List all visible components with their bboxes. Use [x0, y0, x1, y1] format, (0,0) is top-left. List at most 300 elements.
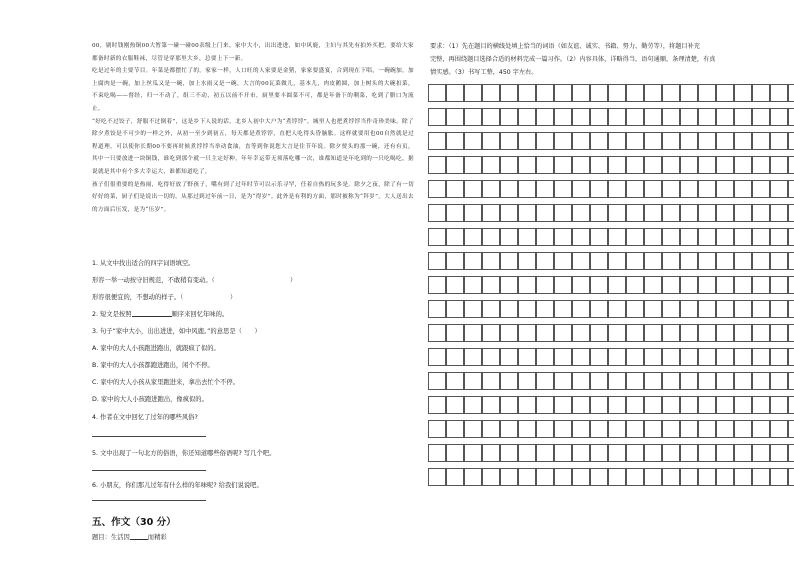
grid-cell[interactable]	[554, 324, 572, 342]
grid-cell[interactable]	[482, 420, 500, 438]
grid-cell[interactable]	[788, 324, 794, 342]
answer-line-6[interactable]	[92, 500, 206, 501]
grid-cell[interactable]	[590, 228, 608, 246]
grid-cell[interactable]	[536, 444, 554, 462]
grid-cell[interactable]	[680, 348, 698, 366]
grid-cell[interactable]	[752, 276, 770, 294]
grid-cell[interactable]	[788, 276, 794, 294]
grid-cell[interactable]	[446, 180, 464, 198]
grid-cell[interactable]	[752, 252, 770, 270]
grid-cell[interactable]	[626, 348, 644, 366]
grid-cell[interactable]	[698, 204, 716, 222]
grid-cell[interactable]	[716, 444, 734, 462]
grid-cell[interactable]	[536, 372, 554, 390]
grid-cell[interactable]	[788, 108, 794, 126]
grid-cell[interactable]	[770, 132, 788, 150]
grid-cell[interactable]	[608, 372, 626, 390]
grid-cell[interactable]	[752, 444, 770, 462]
grid-cell[interactable]	[716, 324, 734, 342]
grid-cell[interactable]	[446, 84, 464, 102]
grid-cell[interactable]	[698, 396, 716, 414]
grid-cell[interactable]	[428, 420, 446, 438]
grid-cell[interactable]	[572, 84, 590, 102]
grid-cell[interactable]	[608, 276, 626, 294]
grid-cell[interactable]	[788, 348, 794, 366]
grid-cell[interactable]	[428, 132, 446, 150]
grid-cell[interactable]	[770, 420, 788, 438]
grid-cell[interactable]	[680, 228, 698, 246]
answer-blank-order[interactable]	[132, 316, 172, 317]
grid-cell[interactable]	[518, 396, 536, 414]
grid-cell[interactable]	[734, 156, 752, 174]
grid-cell[interactable]	[770, 324, 788, 342]
grid-cell[interactable]	[770, 396, 788, 414]
grid-cell[interactable]	[662, 276, 680, 294]
grid-cell[interactable]	[482, 468, 500, 486]
grid-cell[interactable]	[446, 348, 464, 366]
grid-cell[interactable]	[464, 324, 482, 342]
grid-cell[interactable]	[626, 372, 644, 390]
grid-cell[interactable]	[698, 108, 716, 126]
grid-cell[interactable]	[500, 324, 518, 342]
grid-cell[interactable]	[536, 228, 554, 246]
grid-cell[interactable]	[608, 180, 626, 198]
grid-cell[interactable]	[662, 324, 680, 342]
grid-cell[interactable]	[536, 132, 554, 150]
grid-cell[interactable]	[788, 204, 794, 222]
grid-cell[interactable]	[626, 252, 644, 270]
grid-cell[interactable]	[554, 84, 572, 102]
grid-cell[interactable]	[752, 84, 770, 102]
grid-cell[interactable]	[662, 180, 680, 198]
grid-cell[interactable]	[752, 180, 770, 198]
grid-cell[interactable]	[716, 396, 734, 414]
grid-cell[interactable]	[698, 468, 716, 486]
grid-cell[interactable]	[752, 132, 770, 150]
writing-grid[interactable]	[428, 84, 794, 502]
grid-cell[interactable]	[680, 252, 698, 270]
grid-cell[interactable]	[788, 300, 794, 318]
grid-cell[interactable]	[788, 228, 794, 246]
grid-cell[interactable]	[464, 372, 482, 390]
grid-cell[interactable]	[644, 420, 662, 438]
grid-cell[interactable]	[608, 348, 626, 366]
grid-cell[interactable]	[572, 228, 590, 246]
grid-cell[interactable]	[500, 252, 518, 270]
grid-cell[interactable]	[608, 156, 626, 174]
grid-cell[interactable]	[626, 396, 644, 414]
grid-cell[interactable]	[428, 372, 446, 390]
grid-cell[interactable]	[500, 420, 518, 438]
grid-cell[interactable]	[482, 324, 500, 342]
grid-cell[interactable]	[500, 228, 518, 246]
grid-cell[interactable]	[590, 468, 608, 486]
grid-cell[interactable]	[698, 228, 716, 246]
grid-cell[interactable]	[788, 84, 794, 102]
grid-cell[interactable]	[626, 204, 644, 222]
grid-cell[interactable]	[500, 180, 518, 198]
grid-cell[interactable]	[500, 348, 518, 366]
grid-cell[interactable]	[554, 468, 572, 486]
grid-cell[interactable]	[482, 252, 500, 270]
grid-cell[interactable]	[572, 300, 590, 318]
grid-cell[interactable]	[482, 132, 500, 150]
grid-cell[interactable]	[698, 84, 716, 102]
grid-cell[interactable]	[554, 156, 572, 174]
grid-cell[interactable]	[482, 228, 500, 246]
grid-cell[interactable]	[554, 300, 572, 318]
grid-cell[interactable]	[500, 444, 518, 462]
grid-cell[interactable]	[644, 300, 662, 318]
grid-cell[interactable]	[644, 324, 662, 342]
grid-cell[interactable]	[770, 204, 788, 222]
grid-cell[interactable]	[464, 276, 482, 294]
grid-cell[interactable]	[734, 300, 752, 318]
grid-cell[interactable]	[446, 204, 464, 222]
grid-cell[interactable]	[644, 468, 662, 486]
grid-cell[interactable]	[770, 156, 788, 174]
grid-cell[interactable]	[716, 84, 734, 102]
grid-cell[interactable]	[716, 132, 734, 150]
grid-cell[interactable]	[554, 348, 572, 366]
grid-cell[interactable]	[518, 372, 536, 390]
grid-cell[interactable]	[698, 180, 716, 198]
grid-cell[interactable]	[752, 420, 770, 438]
grid-cell[interactable]	[680, 324, 698, 342]
grid-cell[interactable]	[446, 108, 464, 126]
grid-cell[interactable]	[644, 444, 662, 462]
grid-cell[interactable]	[608, 228, 626, 246]
grid-cell[interactable]	[608, 300, 626, 318]
grid-cell[interactable]	[608, 324, 626, 342]
grid-cell[interactable]	[752, 396, 770, 414]
grid-cell[interactable]	[590, 396, 608, 414]
grid-cell[interactable]	[446, 468, 464, 486]
grid-cell[interactable]	[536, 156, 554, 174]
grid-cell[interactable]	[788, 252, 794, 270]
grid-cell[interactable]	[536, 396, 554, 414]
grid-cell[interactable]	[788, 372, 794, 390]
grid-cell[interactable]	[608, 132, 626, 150]
grid-cell[interactable]	[788, 444, 794, 462]
grid-cell[interactable]	[500, 300, 518, 318]
grid-cell[interactable]	[572, 396, 590, 414]
grid-cell[interactable]	[572, 108, 590, 126]
grid-cell[interactable]	[680, 108, 698, 126]
grid-cell[interactable]	[554, 276, 572, 294]
grid-cell[interactable]	[788, 468, 794, 486]
grid-cell[interactable]	[446, 132, 464, 150]
grid-cell[interactable]	[572, 324, 590, 342]
answer-line-5[interactable]	[92, 470, 206, 471]
grid-cell[interactable]	[464, 228, 482, 246]
grid-cell[interactable]	[464, 132, 482, 150]
grid-cell[interactable]	[698, 420, 716, 438]
grid-cell[interactable]	[626, 156, 644, 174]
grid-cell[interactable]	[680, 180, 698, 198]
option-d[interactable]: D. 家中的大人小孩跑进跑出，像疯似的。	[92, 396, 208, 403]
grid-cell[interactable]	[644, 204, 662, 222]
grid-cell[interactable]	[554, 132, 572, 150]
grid-cell[interactable]	[590, 156, 608, 174]
option-a[interactable]: A. 家中的大人小孩跑进跑出，就跟疯了似的。	[92, 345, 220, 352]
grid-cell[interactable]	[428, 156, 446, 174]
grid-cell[interactable]	[626, 444, 644, 462]
grid-cell[interactable]	[698, 372, 716, 390]
grid-cell[interactable]	[626, 228, 644, 246]
grid-cell[interactable]	[428, 180, 446, 198]
grid-cell[interactable]	[554, 180, 572, 198]
grid-cell[interactable]	[662, 252, 680, 270]
grid-cell[interactable]	[500, 372, 518, 390]
grid-cell[interactable]	[518, 444, 536, 462]
grid-cell[interactable]	[428, 84, 446, 102]
grid-cell[interactable]	[770, 84, 788, 102]
grid-cell[interactable]	[590, 372, 608, 390]
grid-cell[interactable]	[590, 444, 608, 462]
grid-cell[interactable]	[500, 276, 518, 294]
grid-cell[interactable]	[536, 108, 554, 126]
grid-cell[interactable]	[536, 276, 554, 294]
grid-cell[interactable]	[644, 348, 662, 366]
grid-cell[interactable]	[518, 468, 536, 486]
grid-cell[interactable]	[662, 204, 680, 222]
grid-cell[interactable]	[428, 348, 446, 366]
grid-cell[interactable]	[734, 276, 752, 294]
grid-cell[interactable]	[446, 444, 464, 462]
grid-cell[interactable]	[464, 348, 482, 366]
grid-cell[interactable]	[752, 300, 770, 318]
grid-cell[interactable]	[698, 348, 716, 366]
grid-cell[interactable]	[608, 420, 626, 438]
grid-cell[interactable]	[644, 156, 662, 174]
grid-cell[interactable]	[734, 180, 752, 198]
grid-cell[interactable]	[680, 204, 698, 222]
grid-cell[interactable]	[536, 348, 554, 366]
grid-cell[interactable]	[716, 204, 734, 222]
answer-line-4[interactable]	[92, 436, 206, 437]
grid-cell[interactable]	[752, 324, 770, 342]
grid-cell[interactable]	[590, 204, 608, 222]
grid-cell[interactable]	[464, 156, 482, 174]
grid-cell[interactable]	[572, 156, 590, 174]
grid-cell[interactable]	[446, 420, 464, 438]
grid-cell[interactable]	[626, 468, 644, 486]
grid-cell[interactable]	[518, 156, 536, 174]
grid-cell[interactable]	[482, 156, 500, 174]
grid-cell[interactable]	[626, 276, 644, 294]
grid-cell[interactable]	[734, 396, 752, 414]
grid-cell[interactable]	[500, 396, 518, 414]
grid-cell[interactable]	[572, 132, 590, 150]
grid-cell[interactable]	[644, 372, 662, 390]
grid-cell[interactable]	[572, 204, 590, 222]
grid-cell[interactable]	[428, 204, 446, 222]
grid-cell[interactable]	[500, 132, 518, 150]
grid-cell[interactable]	[716, 252, 734, 270]
grid-cell[interactable]	[482, 276, 500, 294]
grid-cell[interactable]	[716, 348, 734, 366]
grid-cell[interactable]	[500, 84, 518, 102]
grid-cell[interactable]	[788, 420, 794, 438]
grid-cell[interactable]	[788, 156, 794, 174]
grid-cell[interactable]	[500, 204, 518, 222]
grid-cell[interactable]	[428, 396, 446, 414]
grid-cell[interactable]	[500, 468, 518, 486]
grid-cell[interactable]	[536, 300, 554, 318]
grid-cell[interactable]	[716, 156, 734, 174]
grid-cell[interactable]	[590, 84, 608, 102]
grid-cell[interactable]	[554, 444, 572, 462]
grid-cell[interactable]	[734, 372, 752, 390]
grid-cell[interactable]	[446, 252, 464, 270]
grid-cell[interactable]	[464, 396, 482, 414]
grid-cell[interactable]	[500, 156, 518, 174]
grid-cell[interactable]	[716, 276, 734, 294]
grid-cell[interactable]	[536, 204, 554, 222]
grid-cell[interactable]	[608, 468, 626, 486]
grid-cell[interactable]	[518, 108, 536, 126]
grid-cell[interactable]	[464, 108, 482, 126]
grid-cell[interactable]	[464, 420, 482, 438]
grid-cell[interactable]	[428, 300, 446, 318]
grid-cell[interactable]	[626, 180, 644, 198]
grid-cell[interactable]	[464, 252, 482, 270]
grid-cell[interactable]	[680, 300, 698, 318]
grid-cell[interactable]	[716, 108, 734, 126]
grid-cell[interactable]	[752, 228, 770, 246]
grid-cell[interactable]	[446, 300, 464, 318]
grid-cell[interactable]	[716, 372, 734, 390]
grid-cell[interactable]	[662, 444, 680, 462]
grid-cell[interactable]	[680, 84, 698, 102]
grid-cell[interactable]	[590, 108, 608, 126]
grid-cell[interactable]	[518, 84, 536, 102]
grid-cell[interactable]	[626, 108, 644, 126]
grid-cell[interactable]	[626, 420, 644, 438]
grid-cell[interactable]	[734, 348, 752, 366]
grid-cell[interactable]	[464, 444, 482, 462]
grid-cell[interactable]	[518, 420, 536, 438]
grid-cell[interactable]	[518, 276, 536, 294]
grid-cell[interactable]	[590, 300, 608, 318]
grid-cell[interactable]	[482, 372, 500, 390]
grid-cell[interactable]	[446, 228, 464, 246]
grid-cell[interactable]	[428, 228, 446, 246]
grid-cell[interactable]	[662, 348, 680, 366]
grid-cell[interactable]	[644, 396, 662, 414]
grid-cell[interactable]	[734, 444, 752, 462]
grid-cell[interactable]	[536, 180, 554, 198]
grid-cell[interactable]	[554, 372, 572, 390]
grid-cell[interactable]	[464, 300, 482, 318]
grid-cell[interactable]	[590, 324, 608, 342]
grid-cell[interactable]	[572, 348, 590, 366]
grid-cell[interactable]	[536, 324, 554, 342]
grid-cell[interactable]	[770, 372, 788, 390]
grid-cell[interactable]	[770, 108, 788, 126]
grid-cell[interactable]	[680, 396, 698, 414]
grid-cell[interactable]	[734, 132, 752, 150]
grid-cell[interactable]	[590, 252, 608, 270]
grid-cell[interactable]	[662, 468, 680, 486]
grid-cell[interactable]	[698, 132, 716, 150]
grid-cell[interactable]	[734, 204, 752, 222]
grid-cell[interactable]	[734, 468, 752, 486]
grid-cell[interactable]	[518, 204, 536, 222]
option-c[interactable]: C. 家中的大人小孩从家里跑进来，拿出去忙个不停。	[92, 379, 239, 386]
grid-cell[interactable]	[608, 204, 626, 222]
grid-cell[interactable]	[680, 468, 698, 486]
grid-cell[interactable]	[734, 108, 752, 126]
grid-cell[interactable]	[644, 180, 662, 198]
grid-cell[interactable]	[554, 252, 572, 270]
grid-cell[interactable]	[428, 276, 446, 294]
grid-cell[interactable]	[752, 468, 770, 486]
grid-cell[interactable]	[518, 348, 536, 366]
grid-cell[interactable]	[464, 180, 482, 198]
grid-cell[interactable]	[482, 396, 500, 414]
grid-cell[interactable]	[770, 444, 788, 462]
grid-cell[interactable]	[770, 228, 788, 246]
grid-cell[interactable]	[446, 156, 464, 174]
grid-cell[interactable]	[428, 324, 446, 342]
grid-cell[interactable]	[644, 132, 662, 150]
grid-cell[interactable]	[662, 156, 680, 174]
grid-cell[interactable]	[716, 300, 734, 318]
grid-cell[interactable]	[446, 276, 464, 294]
grid-cell[interactable]	[554, 204, 572, 222]
grid-cell[interactable]	[662, 108, 680, 126]
grid-cell[interactable]	[608, 108, 626, 126]
grid-cell[interactable]	[482, 444, 500, 462]
grid-cell[interactable]	[518, 228, 536, 246]
option-b[interactable]: B. 家中的大人小孩都跑进跑出，闲个不停。	[92, 362, 214, 369]
grid-cell[interactable]	[770, 252, 788, 270]
grid-cell[interactable]	[644, 276, 662, 294]
grid-cell[interactable]	[482, 300, 500, 318]
grid-cell[interactable]	[716, 180, 734, 198]
grid-cell[interactable]	[662, 420, 680, 438]
grid-cell[interactable]	[590, 276, 608, 294]
grid-cell[interactable]	[716, 468, 734, 486]
grid-cell[interactable]	[446, 372, 464, 390]
grid-cell[interactable]	[770, 468, 788, 486]
grid-cell[interactable]	[536, 468, 554, 486]
grid-cell[interactable]	[518, 252, 536, 270]
grid-cell[interactable]	[752, 204, 770, 222]
grid-cell[interactable]	[572, 444, 590, 462]
grid-cell[interactable]	[482, 108, 500, 126]
grid-cell[interactable]	[644, 228, 662, 246]
grid-cell[interactable]	[428, 252, 446, 270]
grid-cell[interactable]	[734, 84, 752, 102]
grid-cell[interactable]	[698, 324, 716, 342]
grid-cell[interactable]	[464, 84, 482, 102]
grid-cell[interactable]	[518, 180, 536, 198]
grid-cell[interactable]	[608, 252, 626, 270]
grid-cell[interactable]	[446, 324, 464, 342]
grid-cell[interactable]	[680, 420, 698, 438]
grid-cell[interactable]	[428, 444, 446, 462]
grid-cell[interactable]	[662, 132, 680, 150]
grid-cell[interactable]	[662, 228, 680, 246]
grid-cell[interactable]	[662, 396, 680, 414]
grid-cell[interactable]	[734, 324, 752, 342]
grid-cell[interactable]	[698, 252, 716, 270]
grid-cell[interactable]	[698, 300, 716, 318]
grid-cell[interactable]	[716, 420, 734, 438]
